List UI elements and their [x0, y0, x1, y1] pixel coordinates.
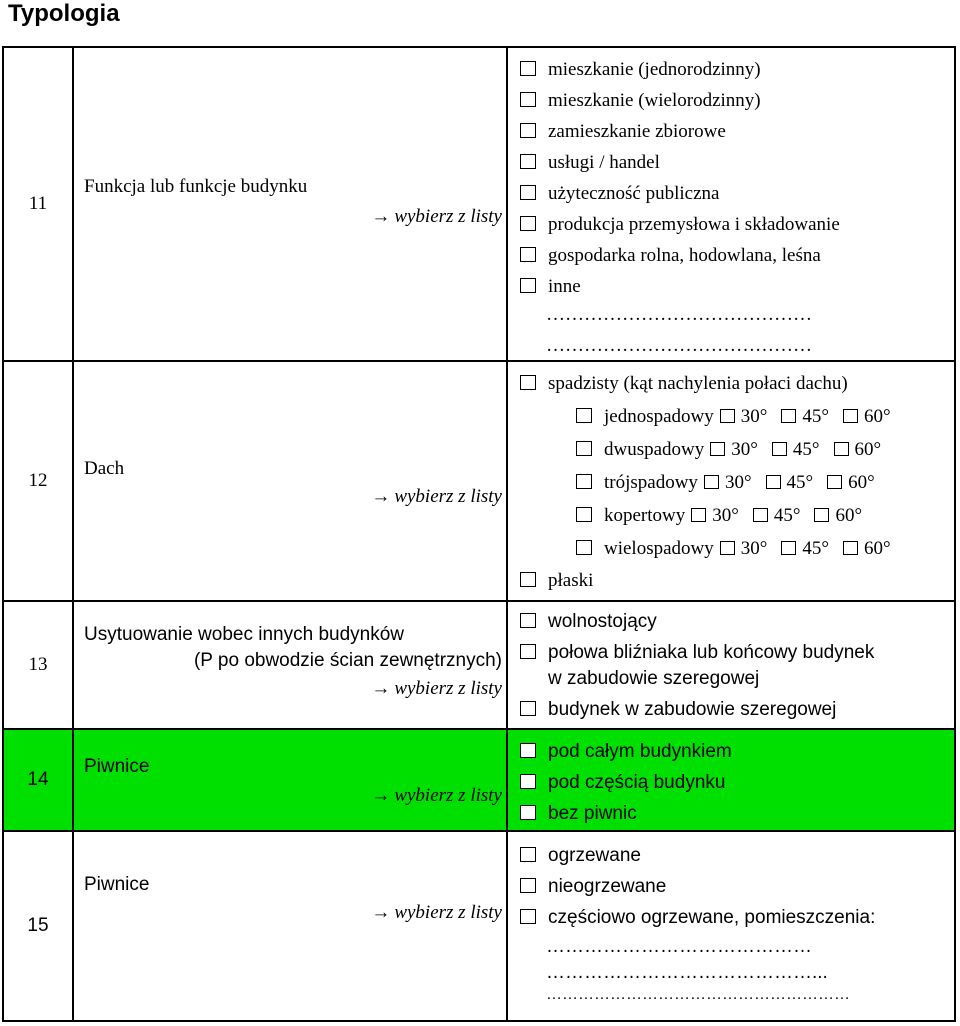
row-number: 11 — [3, 47, 73, 361]
checkbox-icon[interactable] — [520, 878, 536, 893]
arrow-right-icon: → — [371, 486, 391, 507]
checkbox-icon[interactable] — [720, 541, 735, 555]
arrow-right-icon: → — [371, 902, 391, 923]
checkbox-icon[interactable] — [520, 644, 536, 659]
option[interactable]: mieszkanie (wielorodzinny) — [520, 85, 761, 116]
row-number: 14 — [3, 729, 73, 831]
checkbox-icon[interactable] — [753, 508, 768, 522]
option[interactable]: płaski — [520, 565, 593, 596]
checkbox-icon[interactable] — [576, 474, 592, 489]
checkbox-icon[interactable] — [520, 185, 536, 200]
row-number: 13 — [3, 601, 73, 729]
row-label: Piwnice — [84, 874, 150, 895]
checkbox-icon[interactable] — [691, 508, 706, 522]
checkbox-icon[interactable] — [814, 508, 829, 522]
checkbox-icon[interactable] — [834, 442, 849, 456]
checkbox-icon[interactable] — [520, 613, 536, 628]
option[interactable]: jednospadowy 30° 45° 60° — [576, 401, 891, 432]
option[interactable]: pod częścią budynku — [520, 767, 725, 798]
table-row — [3, 601, 955, 729]
option[interactable]: mieszkanie (jednorodzinny) — [520, 54, 761, 85]
checkbox-icon[interactable] — [576, 408, 592, 423]
options-cell — [507, 831, 955, 1021]
checkbox-icon[interactable] — [520, 909, 536, 924]
option[interactable]: usługi / handel — [520, 147, 660, 178]
row-label-note: (P po obwodzie ścian zewnętrznych) — [193, 650, 502, 671]
fill-in-line[interactable]: ……………………………………... — [546, 962, 828, 983]
select-from-list[interactable]: → wybierz z listy — [371, 486, 502, 507]
checkbox-icon[interactable] — [520, 216, 536, 231]
checkbox-icon[interactable] — [781, 409, 796, 423]
option[interactable]: gospodarka rolna, hodowlana, leśna — [520, 240, 821, 271]
checkbox-icon[interactable] — [520, 701, 536, 716]
fill-in-line[interactable]: …………………………………… — [546, 304, 812, 325]
option[interactable]: produkcja przemysłowa i składowanie — [520, 209, 840, 240]
checkbox-icon[interactable] — [827, 475, 842, 489]
page-title: Typologia — [8, 0, 120, 27]
checkbox-icon[interactable] — [704, 475, 719, 489]
option[interactable]: kopertowy 30° 45° 60° — [576, 500, 862, 531]
table-row — [3, 361, 955, 601]
row-label-cell — [73, 361, 507, 601]
row-label-cell — [73, 831, 507, 1021]
checkbox-icon[interactable] — [576, 507, 592, 522]
typology-table — [2, 46, 956, 1022]
checkbox-icon[interactable] — [772, 442, 787, 456]
option[interactable]: użyteczność publiczna — [520, 178, 719, 209]
checkbox-icon[interactable] — [781, 541, 796, 555]
option[interactable]: bez piwnic — [520, 798, 637, 829]
options-cell — [507, 361, 955, 601]
checkbox-icon[interactable] — [520, 774, 536, 789]
option[interactable]: połowa bliźniaka lub końcowy budynek — [520, 637, 874, 668]
row-label: Usytuowanie wobec innych budynków — [84, 624, 405, 645]
fill-in-line[interactable]: ………………………………………………… — [546, 986, 850, 1003]
checkbox-icon[interactable] — [520, 805, 536, 820]
row-label-cell — [73, 601, 507, 729]
fill-in-line[interactable]: …………………………………… — [546, 335, 812, 356]
table-row — [3, 47, 955, 361]
row-label-cell — [73, 729, 507, 831]
row-label-cell — [73, 47, 507, 361]
option[interactable]: częściowo ogrzewane, pomieszczenia: — [520, 902, 875, 933]
arrow-right-icon: → — [371, 785, 391, 806]
table-row — [3, 729, 955, 831]
checkbox-icon[interactable] — [520, 375, 536, 390]
checkbox-icon[interactable] — [843, 409, 858, 423]
arrow-right-icon: → — [371, 206, 391, 227]
option[interactable]: spadzisty (kąt nachylenia połaci dachu) — [520, 368, 848, 399]
row-label: Funkcja lub funkcje budynku — [84, 176, 308, 197]
option[interactable]: wolnostojący — [520, 606, 657, 637]
checkbox-icon[interactable] — [520, 278, 536, 293]
table-row — [3, 831, 955, 1021]
checkbox-icon[interactable] — [520, 123, 536, 138]
option[interactable]: pod całym budynkiem — [520, 736, 732, 767]
checkbox-icon[interactable] — [710, 442, 725, 456]
row-number: 12 — [3, 361, 73, 601]
option[interactable]: wielospadowy 30° 45° 60° — [576, 533, 891, 564]
row-number: 15 — [3, 831, 73, 1021]
select-from-list[interactable]: → wybierz z listy — [371, 206, 502, 227]
option[interactable]: budynek w zabudowie szeregowej — [520, 694, 836, 725]
row-label: Dach — [84, 458, 125, 479]
options-cell — [507, 601, 955, 729]
options-cell — [507, 729, 955, 831]
option[interactable]: trójspadowy 30° 45° 60° — [576, 467, 875, 498]
checkbox-icon[interactable] — [520, 847, 536, 862]
fill-in-line[interactable]: …………………………………… — [546, 936, 812, 957]
row-label: Piwnice — [84, 756, 150, 777]
checkbox-icon[interactable] — [520, 154, 536, 169]
checkbox-icon[interactable] — [520, 61, 536, 76]
select-from-list[interactable]: → wybierz z listy — [371, 902, 502, 923]
checkbox-icon[interactable] — [520, 572, 536, 587]
select-from-list[interactable]: → wybierz z listy — [371, 785, 502, 806]
option[interactable]: zamieszkanie zbiorowe — [520, 116, 726, 147]
arrow-right-icon: → — [371, 678, 391, 699]
checkbox-icon[interactable] — [766, 475, 781, 489]
options-cell — [507, 47, 955, 361]
select-from-list[interactable]: → wybierz z listy — [371, 678, 502, 699]
checkbox-icon[interactable] — [520, 247, 536, 262]
option[interactable]: dwuspadowy 30° 45° 60° — [576, 434, 881, 465]
checkbox-icon[interactable] — [576, 540, 592, 555]
option[interactable]: ogrzewane — [520, 840, 641, 871]
option[interactable]: nieogrzewane — [520, 871, 666, 902]
checkbox-icon[interactable] — [720, 409, 735, 423]
checkbox-icon[interactable] — [520, 92, 536, 107]
checkbox-icon[interactable] — [843, 541, 858, 555]
option[interactable]: inne — [520, 271, 581, 302]
checkbox-icon[interactable] — [520, 743, 536, 758]
checkbox-icon[interactable] — [576, 441, 592, 456]
option-continuation: w zabudowie szeregowej — [548, 668, 760, 689]
